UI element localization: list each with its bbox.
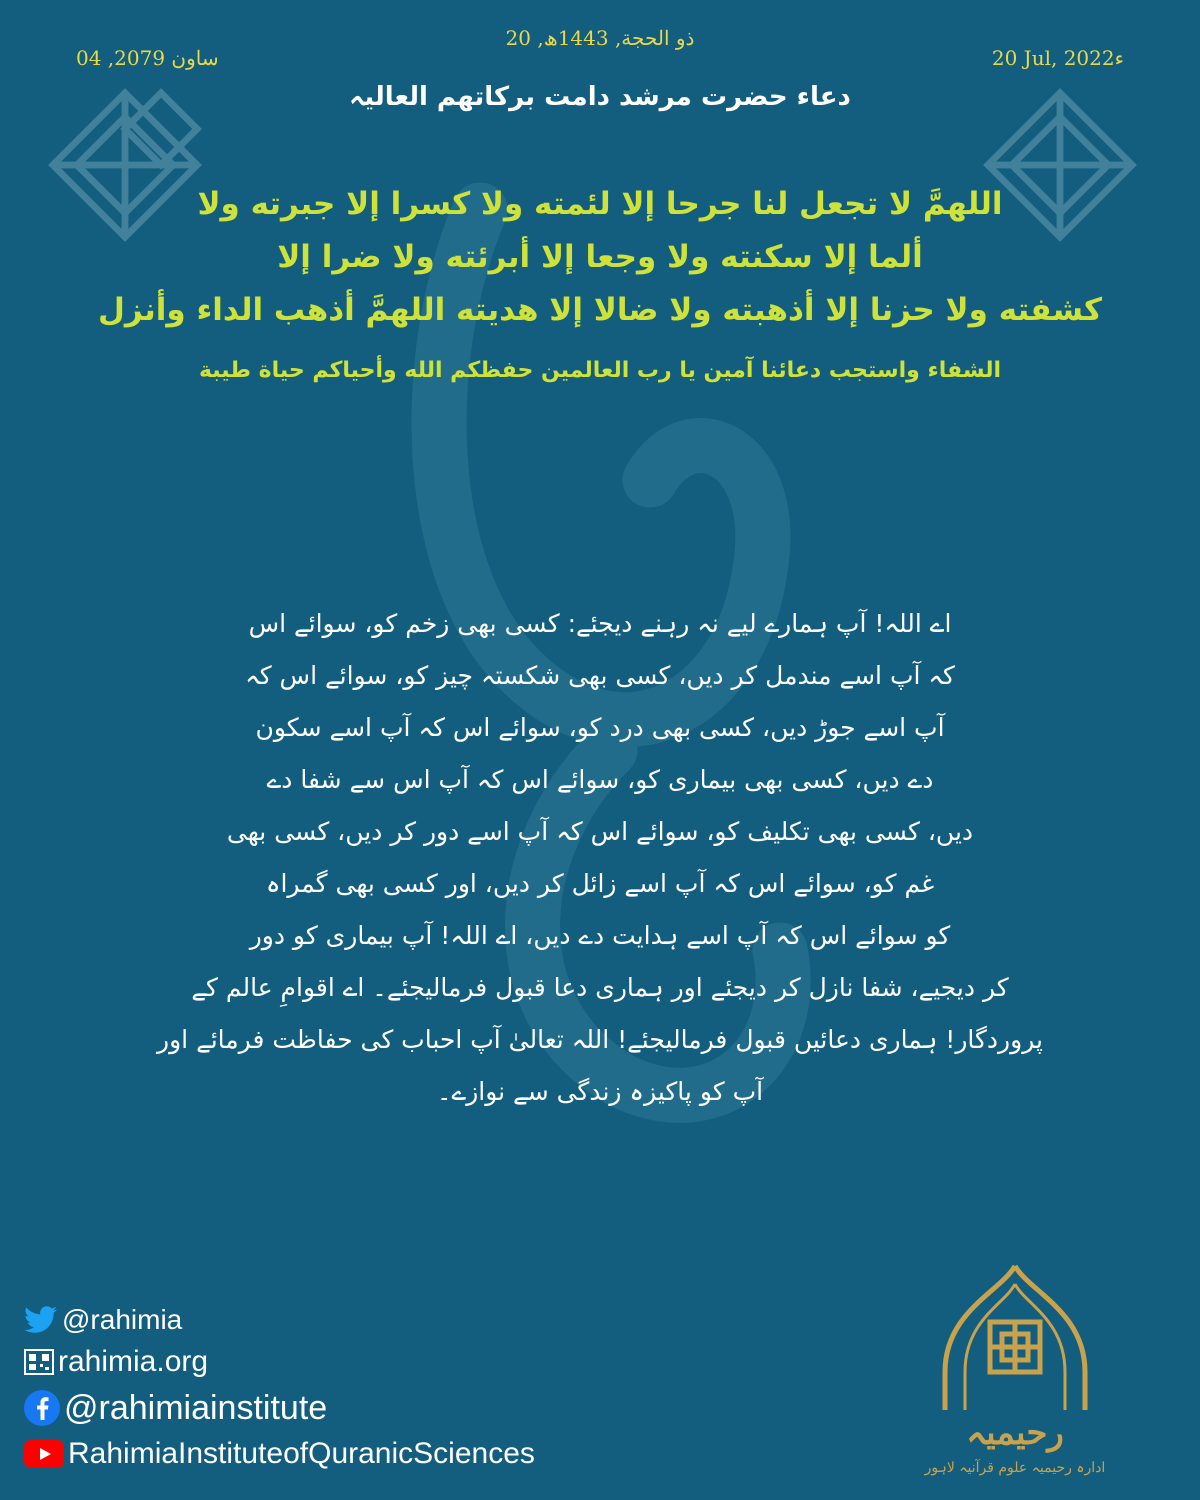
website-link[interactable]	[24, 1347, 535, 1377]
institute-logo	[905, 1262, 1125, 1487]
qr-code-icon	[24, 1349, 54, 1375]
youtube-channel: RahimiaInstituteofQuranicSciences	[68, 1437, 535, 1470]
urdu-translation-line: پروردگار! ہماری دعائیں قبول فرمالیجئے! اللہ تعالیٰ آپ احباب کی حفاظت فرمائے اور	[157, 1025, 1043, 1054]
arabic-dua	[60, 178, 1140, 391]
youtube-link[interactable]	[24, 1439, 535, 1469]
bikrami-date: 04 ,ساون 2079	[76, 46, 219, 70]
social-links	[24, 1305, 535, 1481]
arabic-dua-line: ألما إلا سكنته ولا وجعا إلا أبرئته ولا ضرا إلا	[277, 239, 923, 275]
facebook-link[interactable]	[24, 1389, 535, 1427]
arabic-dua-line: اللهمَّ لا تجعل لنا جرحا إلا لئمته ولا كسرا إلا جبرته ولا	[197, 186, 1003, 222]
urdu-translation-line: دے دیں، کسی بھی بیماری کو، سوائے اس کہ آپ اس سے شفا دے	[266, 765, 934, 794]
urdu-translation	[140, 598, 1060, 1118]
arabic-dua-line: الشفاء واستجب دعائنا آمين يا رب العالمين حفظكم الله وأحياكم حياة طيبة	[198, 358, 1002, 383]
hijri-date: 20 ,ذو الحجة, 1443ھ	[505, 26, 695, 50]
urdu-translation-line: کہ آپ اسے مندمل کر دیں، کسی بھی شکستہ چیز کو، سوائے اس کہ	[245, 661, 955, 690]
arabic-dua-line: كشفته ولا حزنا إلا أذهبته ولا ضالا إلا هديته اللهمَّ أذهب الداء وأنزل	[97, 292, 1103, 328]
facebook-handle: @rahimiainstitute	[64, 1388, 328, 1427]
urdu-translation-line: آپ کو پاکیزہ زندگی سے نوازے۔	[436, 1077, 764, 1106]
urdu-translation-line: دیں، کسی بھی تکلیف کو، سوائے اس کہ آپ اسے دور کر دیں، کسی بھی	[226, 817, 974, 846]
logo-name: رحیمیہ	[966, 1413, 1064, 1453]
twitter-bird-icon	[24, 1306, 58, 1334]
website-url: rahimia.org	[58, 1345, 209, 1378]
logo-dome-emblem	[905, 1262, 1125, 1412]
urdu-translation-line: اے اللہ! آپ ہمارے لیے نہ رہنے دیجئے: کسی بھی زخم کو، سوائے اس	[248, 609, 952, 638]
urdu-translation-line: کو سوائے اس کہ آپ اسے ہدایت دے دیں، اے اللہ! آپ بیماری کو دور	[249, 921, 951, 950]
twitter-handle: @rahimia	[62, 1304, 183, 1335]
urdu-translation-line: کر دیجیے، شفا نازل کر دیجئے اور ہماری دعا قبول فرمالیجئے۔ اے اقوامِ عالم کے	[191, 973, 1009, 1002]
urdu-translation-line: آپ اسے جوڑ دیں، کسی بھی درد کو، سوائے اس کہ آپ اسے سکون	[255, 713, 945, 742]
facebook-icon	[24, 1390, 60, 1426]
gregorian-date: 20 Jul, 2022ء	[991, 46, 1124, 70]
page-title: دعاء حضرت مرشد دامت برکاتهم العالیہ	[349, 82, 851, 112]
youtube-play-icon	[24, 1440, 64, 1468]
urdu-translation-line: غم کو، سوائے اس کہ آپ اسے زائل کر دیں، اور کسی بھی گمراہ	[265, 869, 935, 898]
twitter-link[interactable]	[24, 1305, 535, 1335]
logo-subtitle: ادارہ رحیمیہ علوم قرآنیہ لاہور	[924, 1460, 1106, 1476]
